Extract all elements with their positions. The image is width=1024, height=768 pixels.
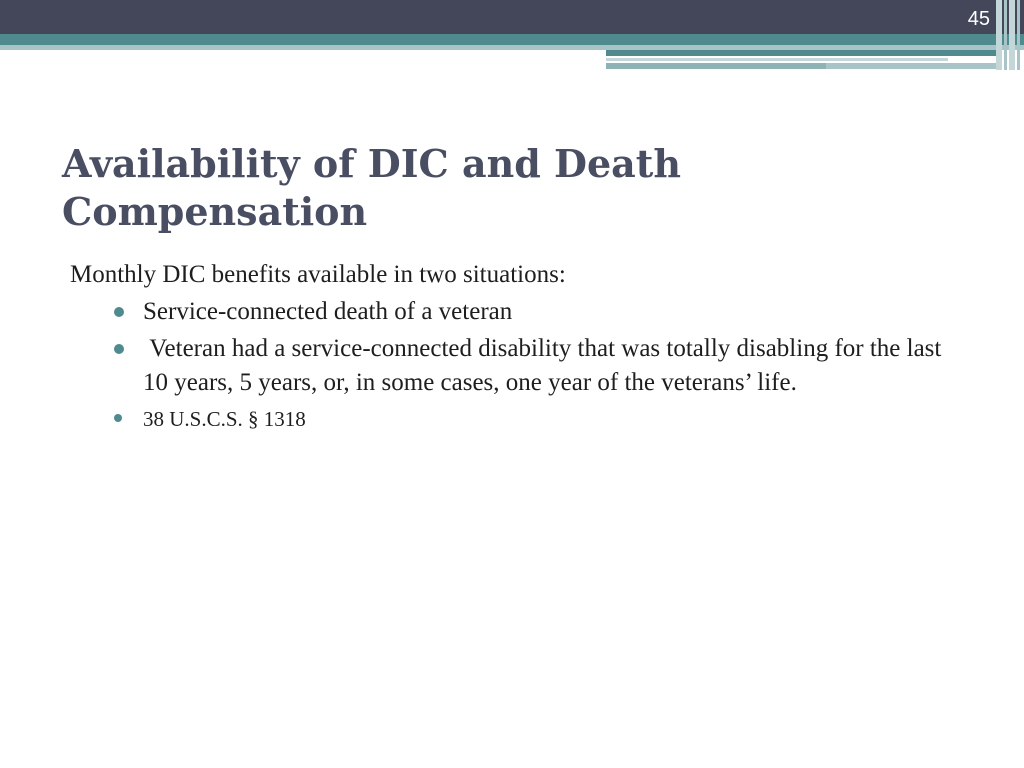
- bullet-icon: [114, 414, 122, 422]
- decor-stripe: [606, 50, 1000, 56]
- citation-text: 38 U.S.C.S. § 1318: [143, 407, 306, 431]
- decor-stripe: [606, 63, 826, 69]
- decor-vertical-bar: [1004, 0, 1007, 70]
- bullet-text: Veteran had a service-connected disability that was totally disabling for the last 10 years, 5 years, or, in some cases, one year of the veterans’ life.: [143, 335, 948, 396]
- list-item: [114, 332, 970, 400]
- bullet-icon: [114, 344, 124, 354]
- slide-body: [70, 259, 970, 438]
- bullet-text: Service-connected death of a veteran: [143, 298, 513, 325]
- slide-number: 45: [967, 8, 990, 30]
- bullet-list: [70, 295, 970, 435]
- header-accent-band: [0, 34, 1024, 45]
- decor-vertical-bar: [1009, 0, 1015, 70]
- decor-vertical-bar: [1017, 0, 1020, 70]
- list-item: [114, 295, 970, 329]
- title-line-1: Availability of DIC and Death: [62, 141, 681, 186]
- list-item: [114, 403, 970, 435]
- lead-text: Monthly DIC benefits available in two situations:: [70, 261, 566, 288]
- bullet-icon: [114, 307, 124, 317]
- decor-vertical-bar: [996, 0, 1002, 70]
- decor-stripe: [606, 58, 948, 61]
- header-band: [0, 0, 1024, 34]
- slide-title: [62, 140, 962, 236]
- title-line-2: Compensation: [62, 189, 368, 234]
